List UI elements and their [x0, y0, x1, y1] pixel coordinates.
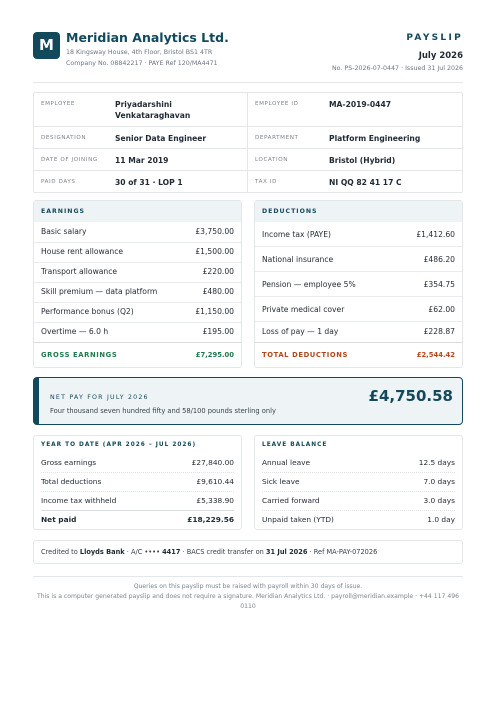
net-pay-banner [33, 377, 463, 425]
employee-key: DESIGNATION [41, 135, 87, 141]
footer-divider [33, 576, 463, 577]
total-deductions-row [255, 345, 462, 366]
leave-value: 1.0 day [427, 515, 455, 524]
net-pay-label: NET PAY FOR JULY 2026 [50, 394, 149, 401]
deductions-amount: £62.00 [428, 305, 455, 314]
deductions-label: Income tax (PAYE) [262, 230, 331, 239]
designation-value: Senior Data Engineer [115, 134, 207, 143]
footer-disclaimer: This is a computer generated payslip and does not require a signature. Meridian Analytics Ltd. · payroll@meridian.example · +44 117 496 [37, 593, 459, 600]
ytd-title: YEAR TO DATE (APR 2026 – JUL 2026) [41, 442, 197, 448]
earnings-row [34, 322, 241, 343]
leave-row [262, 510, 455, 529]
company-logo: M [33, 32, 60, 59]
deductions-amount: £354.75 [423, 280, 455, 289]
earnings-label: Performance bonus (Q2) [41, 307, 134, 316]
employee-key: PAID DAYS [41, 179, 76, 185]
earnings-label: Overtime — 6.0 h [41, 327, 109, 336]
employee-name: Priyadarshini Venkataraghavan [115, 100, 191, 120]
leave-label: Annual leave [262, 458, 311, 467]
header-divider [33, 82, 463, 83]
account-number: 4417 [162, 548, 181, 556]
deductions-row [255, 222, 462, 247]
employee-details [33, 92, 463, 193]
joining-date-value: 11 Mar 2019 [115, 156, 169, 165]
leave-title: LEAVE BALANCE [262, 442, 328, 448]
transfer-method: · BACS credit transfer on [180, 548, 266, 556]
company-registration: Company No. 08842217 · PAYE Ref 120/MA4471 [66, 60, 218, 67]
employee-key: DEPARTMENT [255, 135, 299, 141]
credit-date: 31 Jul 2026 [265, 548, 308, 556]
employee-key: LOCATION [255, 157, 289, 163]
leave-row [262, 472, 455, 492]
payslip-header [33, 30, 463, 74]
employee-key: EMPLOYEE [41, 101, 76, 107]
payment-reference: · Ref MA-PAY-072026 [307, 548, 378, 556]
leave-value: 3.0 days [423, 496, 455, 505]
earnings-amount: £1,150.00 [195, 307, 234, 316]
leave-row [262, 453, 455, 473]
gross-earnings-amount: £7,295.00 [195, 351, 234, 359]
ytd-label: Income tax withheld [41, 496, 117, 505]
footer-queries: Queries on this payslip must be raised with payroll within 30 days of issue. [133, 583, 363, 590]
document-label: PAYSLIP [406, 33, 463, 43]
employee-id: MA-2019-0447 [329, 100, 392, 109]
bank-name: Lloyds Bank [79, 548, 125, 556]
earnings-label: Skill premium — data platform [41, 287, 158, 296]
employee-key: EMPLOYEE ID [255, 101, 299, 107]
company-address: 18 Kingsway House, 4th Floor, Bristol BS1 4TR [66, 49, 213, 56]
earnings-panel [33, 200, 242, 368]
ytd-value: £9,610.44 [196, 477, 234, 486]
earnings-label: Basic salary [41, 227, 87, 236]
gross-earnings-row [34, 345, 241, 366]
ytd-row [41, 491, 234, 511]
company-name: Meridian Analytics Ltd. [66, 30, 229, 45]
ytd-row [41, 453, 234, 473]
deductions-amount: £486.20 [423, 255, 455, 264]
deductions-label: Private medical cover [262, 305, 345, 314]
earnings-amount: £480.00 [202, 287, 234, 296]
earnings-row [34, 222, 241, 243]
deductions-row [255, 322, 462, 343]
net-pay-amount: £4,750.58 [368, 387, 453, 405]
earnings-label: Transport allowance [41, 267, 118, 276]
deductions-panel [254, 200, 463, 368]
account-prefix: · A/C •••• [124, 548, 163, 556]
ytd-value: £27,840.00 [191, 458, 234, 467]
earnings-amount: £195.00 [202, 327, 234, 336]
deductions-row [255, 297, 462, 322]
leave-value: 12.5 days [418, 458, 455, 467]
earnings-amount: £220.00 [202, 267, 234, 276]
deductions-row [255, 272, 462, 297]
earnings-title: EARNINGS [34, 201, 241, 222]
ytd-panel [33, 435, 242, 530]
deductions-label: Loss of pay — 1 day [262, 327, 339, 336]
location-value: Bristol (Hybrid) [329, 156, 396, 165]
earnings-row [34, 262, 241, 283]
employee-row [34, 127, 462, 149]
total-deductions-amount: £2,544.42 [416, 351, 455, 359]
earnings-row [34, 282, 241, 303]
earnings-amount: £1,500.00 [195, 247, 234, 256]
bank-credit-note [33, 540, 463, 564]
employee-key: DATE OF JOINING [41, 157, 98, 163]
ytd-row [41, 510, 234, 529]
earnings-label: House rent allowance [41, 247, 124, 256]
ytd-value: £18,229.56 [187, 515, 234, 524]
total-deductions-label: TOTAL DEDUCTIONS [262, 351, 349, 359]
document-reference: No. PS-2026-07-0447 · Issued 31 Jul 2026 [331, 65, 463, 72]
leave-label: Carried forward [262, 496, 320, 505]
ytd-label: Total deductions [41, 477, 102, 486]
employee-row [34, 171, 462, 192]
ytd-label: Net paid [41, 515, 77, 524]
footer-disclaimer-cont: 0110 [240, 603, 256, 610]
leave-row [262, 491, 455, 511]
earnings-amount: £3,750.00 [195, 227, 234, 236]
deductions-row [255, 247, 462, 272]
employee-row [34, 93, 462, 127]
department-value: Platform Engineering [329, 134, 421, 143]
employee-key: TAX ID [255, 179, 277, 185]
leave-label: Sick leave [262, 477, 300, 486]
leave-value: 7.0 days [423, 477, 455, 486]
tax-id-value: NI QQ 82 41 17 C [329, 178, 402, 187]
leave-label: Unpaid taken (YTD) [262, 515, 334, 524]
credit-prefix: Credited to [41, 548, 80, 556]
ytd-label: Gross earnings [41, 458, 97, 467]
employee-row [34, 149, 462, 171]
deductions-label: Pension — employee 5% [262, 280, 356, 289]
net-pay-words: Four thousand seven hundred fifty and 58/100 pounds sterling only [50, 407, 276, 415]
leave-panel [254, 435, 463, 530]
earnings-row [34, 242, 241, 263]
ytd-row [41, 472, 234, 492]
deductions-label: National insurance [262, 255, 334, 264]
deductions-amount: £228.87 [423, 327, 455, 336]
gross-earnings-label: GROSS EARNINGS [41, 351, 118, 359]
deductions-title: DEDUCTIONS [255, 201, 462, 222]
earnings-row [34, 302, 241, 323]
ytd-value: £5,338.90 [196, 496, 234, 505]
paid-days-value: 30 of 31 · LOP 1 [115, 178, 183, 187]
deductions-amount: £1,412.60 [416, 230, 455, 239]
pay-period: July 2026 [418, 51, 463, 61]
